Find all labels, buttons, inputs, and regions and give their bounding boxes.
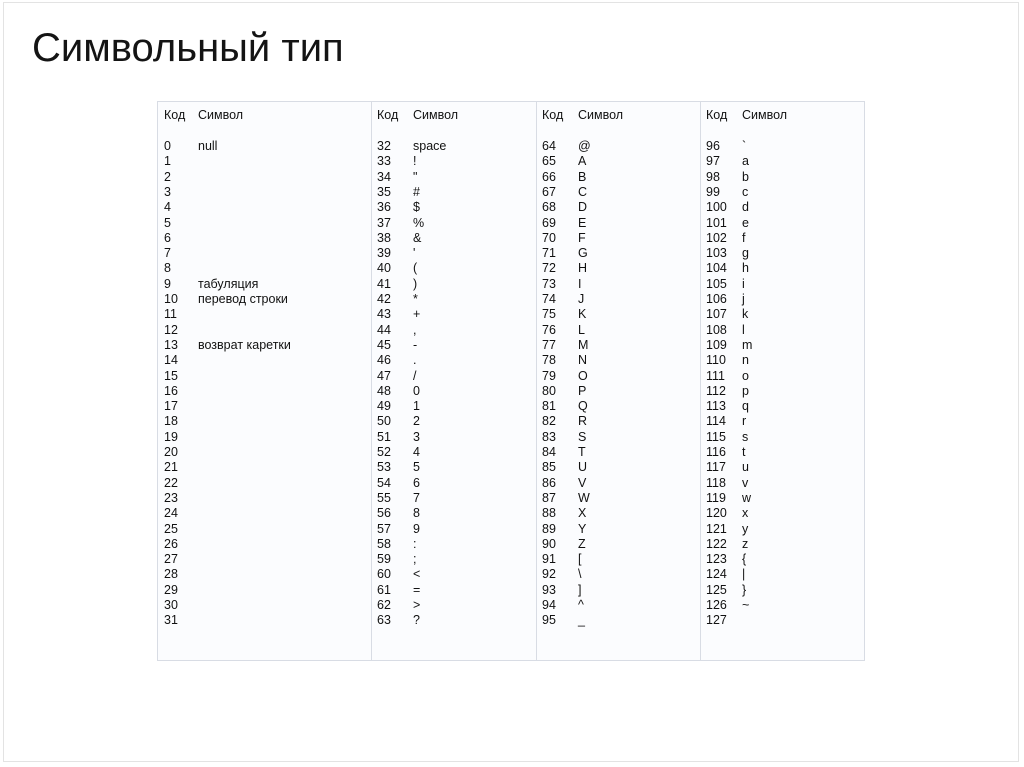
- symbol-cell: 7: [413, 490, 420, 505]
- symbol-cell: ]: [578, 582, 582, 597]
- code-cell: 12: [164, 322, 178, 337]
- symbol-cell: ^: [578, 598, 584, 612]
- symbol-cell: (: [413, 261, 418, 276]
- code-cell: 71: [542, 246, 556, 261]
- code-cell: 2: [164, 169, 171, 184]
- code-cell: 26: [164, 536, 178, 551]
- code-cell: 28: [164, 567, 178, 582]
- symbol-cell: b: [742, 169, 749, 184]
- code-cell: 91: [542, 552, 556, 567]
- symbol-cell: h: [742, 261, 749, 276]
- symbol-cell: +: [413, 307, 421, 322]
- code-cell: 110: [706, 353, 726, 368]
- symbol-cell: N: [578, 353, 588, 368]
- code-cell: 100: [706, 200, 727, 215]
- code-cell: 61: [377, 582, 391, 597]
- symbol-cell: `: [742, 139, 747, 153]
- code-cell: 10: [164, 292, 178, 306]
- code-cell: 104: [706, 261, 727, 276]
- symbol-cell: f: [742, 230, 746, 245]
- symbol-cell: r: [742, 414, 747, 429]
- symbol-cell: ": [413, 169, 418, 184]
- code-cell: 119: [706, 490, 726, 505]
- code-cell: 112: [706, 383, 726, 398]
- symbol-cell: m: [742, 337, 753, 352]
- code-cell: 23: [164, 490, 178, 505]
- code-cell: 24: [164, 506, 178, 521]
- code-cell: 40: [377, 261, 391, 276]
- code-cell: 109: [706, 337, 727, 352]
- code-cell: 85: [542, 460, 556, 475]
- code-cell: 6: [164, 230, 171, 245]
- column-divider: [371, 102, 372, 660]
- code-cell: 34: [377, 169, 391, 184]
- code-cell: 1: [164, 154, 171, 169]
- code-cell: 87: [542, 490, 556, 505]
- code-cell: 95: [542, 613, 556, 628]
- symbol-cell: null: [198, 139, 218, 153]
- code-cell: 117: [706, 460, 726, 475]
- symbol-cell: _: [578, 613, 585, 628]
- symbol-cell: j: [742, 292, 745, 306]
- code-cell: 107: [706, 307, 727, 322]
- symbol-cell: O: [578, 368, 588, 383]
- code-cell: 38: [377, 230, 391, 245]
- code-cell: 105: [706, 276, 727, 291]
- symbol-cell: s: [742, 429, 749, 444]
- code-cell: 50: [377, 414, 391, 429]
- symbol-cell: P: [578, 383, 587, 398]
- symbol-cell: l: [742, 322, 745, 337]
- code-cell: 93: [542, 582, 556, 597]
- symbol-cell: >: [413, 598, 421, 612]
- symbol-cell: J: [578, 292, 585, 306]
- code-cell: 64: [542, 139, 556, 153]
- code-cell: 16: [164, 383, 178, 398]
- code-cell: 45: [377, 337, 391, 352]
- symbol-header: Символ: [198, 108, 244, 122]
- code-cell: 44: [377, 322, 391, 337]
- symbol-cell: -: [413, 337, 418, 352]
- symbol-cell: <: [413, 567, 421, 582]
- code-cell: 68: [542, 200, 556, 215]
- symbol-cell: F: [578, 230, 586, 245]
- code-cell: 35: [377, 184, 391, 199]
- symbol-cell: ?: [413, 613, 420, 628]
- code-cell: 59: [377, 552, 391, 567]
- symbol-cell: X: [578, 506, 587, 521]
- symbol-cell: $: [413, 200, 420, 215]
- symbol-cell: \: [578, 567, 582, 582]
- symbol-cell: {: [742, 552, 747, 567]
- symbol-cell: }: [742, 582, 747, 597]
- symbol-cell: /: [413, 368, 417, 383]
- code-cell: 111: [706, 368, 726, 383]
- symbol-cell: перевод строки: [198, 292, 288, 306]
- symbol-cell: o: [742, 368, 749, 383]
- code-cell: 96: [706, 139, 720, 153]
- code-cell: 32: [377, 139, 391, 153]
- code-cell: 124: [706, 567, 727, 582]
- symbol-cell: n: [742, 353, 749, 368]
- code-cell: 55: [377, 490, 391, 505]
- code-cell: 41: [377, 276, 391, 291]
- code-cell: 65: [542, 154, 556, 169]
- code-header: Код: [706, 108, 728, 122]
- code-cell: 72: [542, 261, 556, 276]
- symbol-cell: возврат каретки: [198, 337, 291, 352]
- code-header: Код: [377, 108, 399, 122]
- code-cell: 116: [706, 445, 726, 459]
- code-cell: 98: [706, 169, 720, 184]
- symbol-cell: i: [742, 276, 745, 291]
- symbol-header: Символ: [413, 108, 459, 122]
- code-cell: 29: [164, 582, 178, 597]
- code-cell: 70: [542, 230, 556, 245]
- code-cell: 31: [164, 613, 178, 628]
- code-cell: 49: [377, 399, 391, 414]
- ascii-table: [157, 101, 865, 661]
- symbol-cell: :: [413, 536, 417, 551]
- slide-title: Символьный тип: [32, 26, 344, 70]
- symbol-cell: 5: [413, 460, 420, 475]
- symbol-header: Символ: [578, 108, 624, 122]
- code-cell: 51: [377, 429, 391, 444]
- code-cell: 36: [377, 200, 391, 215]
- code-cell: 43: [377, 307, 391, 322]
- symbol-cell: &: [413, 230, 422, 245]
- code-cell: 22: [164, 475, 178, 490]
- code-cell: 33: [377, 154, 391, 169]
- code-cell: 82: [542, 414, 556, 429]
- code-cell: 97: [706, 154, 720, 169]
- code-cell: 21: [164, 460, 178, 475]
- code-cell: 37: [377, 215, 391, 230]
- symbol-cell: V: [578, 475, 587, 490]
- symbol-cell: #: [413, 184, 420, 199]
- code-cell: 19: [164, 429, 178, 444]
- symbol-cell: Q: [578, 399, 588, 414]
- symbol-cell: 6: [413, 475, 420, 490]
- symbol-cell: |: [742, 567, 746, 582]
- code-cell: 74: [542, 292, 556, 306]
- symbol-cell: *: [413, 292, 418, 306]
- code-cell: 103: [706, 246, 727, 261]
- symbol-cell: ': [413, 246, 416, 261]
- code-header: Код: [164, 108, 186, 122]
- code-cell: 120: [706, 506, 727, 521]
- symbol-cell: R: [578, 414, 588, 429]
- code-cell: 56: [377, 506, 391, 521]
- symbol-cell: E: [578, 215, 587, 230]
- symbol-cell: I: [578, 276, 582, 291]
- code-cell: 77: [542, 337, 556, 352]
- symbol-cell: 2: [413, 414, 420, 429]
- symbol-cell: q: [742, 399, 749, 414]
- code-cell: 86: [542, 475, 556, 490]
- code-cell: 46: [377, 353, 391, 368]
- code-cell: 7: [164, 246, 171, 261]
- code-cell: 11: [164, 307, 177, 322]
- symbol-cell: 8: [413, 506, 420, 521]
- code-cell: 94: [542, 598, 556, 612]
- code-cell: 48: [377, 383, 391, 398]
- code-cell: 62: [377, 598, 391, 612]
- code-cell: 78: [542, 353, 556, 368]
- symbol-cell: c: [742, 184, 749, 199]
- symbol-cell: L: [578, 322, 585, 337]
- code-cell: 0: [164, 139, 171, 153]
- code-cell: 47: [377, 368, 391, 383]
- code-cell: 5: [164, 215, 171, 230]
- symbol-cell: d: [742, 200, 749, 215]
- symbol-cell: U: [578, 460, 588, 475]
- symbol-cell: !: [413, 154, 417, 169]
- symbol-cell: H: [578, 261, 588, 276]
- code-cell: 27: [164, 552, 178, 567]
- symbol-cell: B: [578, 169, 587, 184]
- code-cell: 108: [706, 322, 727, 337]
- code-cell: 54: [377, 475, 391, 490]
- symbol-cell: .: [413, 353, 417, 368]
- code-cell: 20: [164, 445, 178, 459]
- code-cell: 81: [542, 399, 556, 414]
- code-cell: 67: [542, 184, 556, 199]
- symbol-cell: G: [578, 246, 588, 261]
- code-cell: 106: [706, 292, 727, 306]
- code-cell: 52: [377, 445, 391, 459]
- code-cell: 115: [706, 429, 726, 444]
- code-cell: 101: [706, 215, 727, 230]
- code-cell: 42: [377, 292, 391, 306]
- code-cell: 57: [377, 521, 391, 536]
- symbol-cell: ;: [413, 552, 417, 567]
- code-cell: 102: [706, 230, 727, 245]
- symbol-cell: k: [742, 307, 749, 322]
- code-cell: 118: [706, 475, 726, 490]
- code-cell: 76: [542, 322, 556, 337]
- symbol-cell: Z: [578, 536, 586, 551]
- symbol-cell: табуляция: [198, 276, 259, 291]
- code-cell: 123: [706, 552, 727, 567]
- code-cell: 126: [706, 598, 727, 612]
- symbol-cell: %: [413, 215, 425, 230]
- code-cell: 114: [706, 414, 726, 429]
- symbol-cell: w: [742, 490, 752, 505]
- code-cell: 122: [706, 536, 727, 551]
- symbol-cell: 3: [413, 429, 420, 444]
- symbol-cell: 1: [413, 399, 420, 414]
- code-cell: 13: [164, 337, 178, 352]
- symbol-cell: C: [578, 184, 588, 199]
- code-cell: 63: [377, 613, 391, 628]
- code-cell: 80: [542, 383, 556, 398]
- code-cell: 83: [542, 429, 556, 444]
- symbol-cell: g: [742, 246, 749, 261]
- symbol-cell: u: [742, 460, 749, 475]
- symbol-cell: M: [578, 337, 589, 352]
- code-cell: 39: [377, 246, 391, 261]
- symbol-cell: ,: [413, 322, 417, 337]
- code-cell: 75: [542, 307, 556, 322]
- symbol-cell: 0: [413, 383, 420, 398]
- column-divider: [536, 102, 537, 660]
- symbol-cell: ): [413, 276, 418, 291]
- symbol-cell: t: [742, 445, 746, 459]
- code-cell: 30: [164, 598, 178, 612]
- symbol-cell: T: [578, 445, 586, 459]
- symbol-cell: K: [578, 307, 587, 322]
- code-cell: 79: [542, 368, 556, 383]
- code-cell: 17: [164, 399, 178, 414]
- code-cell: 88: [542, 506, 556, 521]
- column-divider: [700, 102, 701, 660]
- symbol-cell: W: [578, 490, 590, 505]
- code-cell: 3: [164, 184, 171, 199]
- symbol-cell: A: [578, 154, 587, 169]
- code-cell: 15: [164, 368, 178, 383]
- code-cell: 89: [542, 521, 556, 536]
- code-cell: 127: [706, 613, 727, 628]
- symbol-cell: =: [413, 582, 421, 597]
- symbol-cell: 9: [413, 521, 420, 536]
- symbol-cell: p: [742, 383, 749, 398]
- code-cell: 90: [542, 536, 556, 551]
- code-cell: 73: [542, 276, 556, 291]
- code-cell: 8: [164, 261, 171, 276]
- code-cell: 60: [377, 567, 391, 582]
- code-cell: 69: [542, 215, 556, 230]
- symbol-cell: e: [742, 215, 749, 230]
- code-cell: 9: [164, 276, 171, 291]
- symbol-cell: y: [742, 521, 749, 536]
- code-cell: 84: [542, 445, 556, 459]
- code-cell: 4: [164, 200, 171, 215]
- code-cell: 125: [706, 582, 727, 597]
- symbol-cell: z: [742, 536, 749, 551]
- symbol-cell: @: [578, 139, 591, 153]
- symbol-cell: S: [578, 429, 587, 444]
- symbol-cell: Y: [578, 521, 587, 536]
- code-cell: 121: [706, 521, 727, 536]
- code-cell: 53: [377, 460, 391, 475]
- code-cell: 99: [706, 184, 720, 199]
- symbol-cell: D: [578, 200, 588, 215]
- symbol-cell: ~: [742, 598, 750, 612]
- symbol-cell: [: [578, 552, 582, 567]
- code-cell: 92: [542, 567, 556, 582]
- symbol-cell: a: [742, 154, 749, 169]
- symbol-header: Символ: [742, 108, 788, 122]
- code-cell: 66: [542, 169, 556, 184]
- symbol-cell: x: [742, 506, 749, 521]
- symbol-cell: v: [742, 475, 749, 490]
- code-cell: 113: [706, 399, 726, 414]
- code-header: Код: [542, 108, 564, 122]
- code-cell: 14: [164, 353, 178, 368]
- code-cell: 58: [377, 536, 391, 551]
- code-cell: 25: [164, 521, 178, 536]
- symbol-cell: 4: [413, 445, 420, 459]
- symbol-cell: space: [413, 139, 447, 153]
- code-cell: 18: [164, 414, 178, 429]
